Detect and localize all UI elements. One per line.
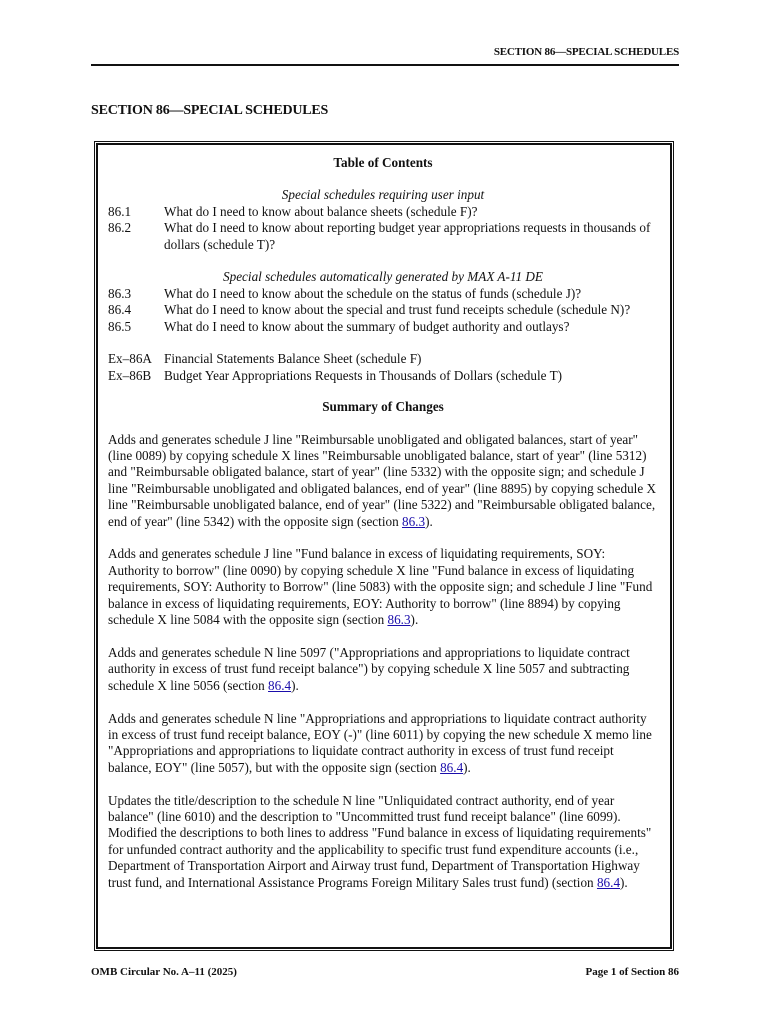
toc-entry[interactable]: [108, 204, 658, 220]
summary-paragraph: [108, 645, 658, 694]
toc-group2-heading: Special schedules automatically generated by MAX A-11 DE: [223, 269, 543, 285]
summary-paragraph-tail: ).: [463, 759, 471, 775]
toc-entry[interactable]: [108, 220, 658, 253]
exhibit-text: Budget Year Appropriations Requests in Thousands of Dollars (schedule T): [164, 367, 563, 383]
toc-entry-number: 86.5: [108, 318, 132, 334]
section-link[interactable]: 86.4: [440, 759, 464, 775]
toc-entry-text: What do I need to know about balance sheets (schedule F)?: [164, 203, 478, 219]
section-link[interactable]: 86.3: [387, 612, 411, 628]
toc-entry[interactable]: [108, 302, 658, 318]
summary-paragraph: [108, 546, 658, 628]
toc-entry-text: What do I need to know about the schedule on the status of funds (schedule J)?: [164, 285, 582, 301]
summary-paragraph-tail: ).: [620, 874, 628, 890]
exhibit-entry[interactable]: [108, 368, 658, 384]
summary-paragraph: [108, 793, 658, 891]
summary-paragraph-text: Updates the title/description to the schedule N line "Unliquidated contract authority, end of year balance" (line 6010) and the description to "Uncommitted trust fund receipt balance" (line 6099). Modified the descriptions to both lines to address "Fund balance in excess of liquidating requirements" for unfunded contract authority and the applicability to specific trust fund expenditure accounts (i.e., Department of Transportation Airport and Airway trust fund, Department of Transportation Highway trust fund, and International Assistance Programs Foreign Military Sales trust fund) (section: [108, 792, 652, 890]
section-link[interactable]: 86.4: [268, 677, 292, 693]
summary-paragraph-text: Adds and generates schedule N line "Appropriations and appropriations to liquidate contract authority in excess of trust fund receipt balance, EOY (-)" (line 6011) by copying the new schedule X memo line "Appropriations and appropriations to liquidate contract authority in excess of trust fund receipt balance, EOY" (line 5057), but with the opposite sign (section: [108, 710, 652, 775]
toc-entry-number: 86.4: [108, 302, 132, 318]
header-rule: [91, 64, 679, 66]
toc-heading: Table of Contents: [333, 155, 433, 170]
toc-box: [94, 141, 674, 951]
exhibit-entry[interactable]: [108, 351, 658, 367]
summary-paragraph-text: Adds and generates schedule J line "Reimbursable unobligated and obligated balances, start of year" (line 0089) by copying schedule X lines "Reimbursable unobligated balance, start of year" (line 5312) and "Reimbursable obligated balance, start of year" (line 5332) with the opposite sign; and schedule J line "Reimbursable unobligated and obligated balances, end of year" (line 8895) by copying schedule X line "Reimbursable unobligated balance, end of year" (line 5322) and "Reimbursable obligated balance, end of year" (line 5342) with the opposite sign (section: [108, 431, 656, 529]
running-head: SECTION 86—SPECIAL SCHEDULES: [493, 46, 679, 58]
section-link[interactable]: 86.4: [596, 874, 621, 890]
summary-paragraph-text: Adds and generates schedule N line 5097 ("Appropriations and appropriations to liquidate contract authority in excess of trust fund receipt balance") by copying schedule X line 5057 and subtracting schedule X line 5056 (section: [108, 644, 630, 693]
exhibit-text: Financial Statements Balance Sheet (schedule F): [164, 351, 422, 367]
summary-paragraph: [108, 432, 658, 530]
toc-entry-text: What do I need to know about the special and trust fund receipts schedule (schedule N)?: [164, 302, 631, 318]
toc-group1-heading: Special schedules requiring user input: [281, 187, 485, 203]
toc-entry-text: What do I need to know about reporting budget year appropriations requests in thousands of dollars (schedule T)?: [164, 220, 651, 252]
footer-page-number: Page 1 of Section 86: [585, 966, 679, 978]
toc-entry-text: What do I need to know about the summary of budget authority and outlays?: [164, 318, 570, 334]
toc-entry-number: 86.2: [108, 220, 132, 236]
toc-entry-number: 86.1: [108, 203, 132, 219]
summary-paragraph-tail: ).: [291, 677, 299, 693]
toc-entry[interactable]: [108, 286, 658, 302]
toc-entry-number: 86.3: [108, 285, 132, 301]
toc-content: [108, 148, 658, 907]
summary-paragraph-tail: ).: [425, 513, 433, 529]
exhibit-number: Ex–86B: [108, 367, 152, 383]
section-link[interactable]: 86.3: [401, 513, 426, 529]
exhibit-number: Ex–86A: [108, 351, 152, 367]
section-title: SECTION 86—SPECIAL SCHEDULES: [91, 103, 329, 118]
footer-circular: OMB Circular No. A–11 (2025): [91, 966, 237, 978]
summary-paragraph-tail: ).: [410, 612, 419, 628]
summary-paragraph-text: Adds and generates schedule J line "Fund balance in excess of liquidating requirements, SOY: Authority to borrow" (line 0090) by copying schedule X line "Fund balance in excess of liquidating requirements, SOY: Authority to Borrow" (line 5083) with the opposite sign; and schedule J line "Fund balance in excess of liquidating requirements, EOY: Authority to borrow" (line 8894) by copying schedule X line 5084 with the opposite sign (section: [108, 546, 653, 628]
summary-heading: Summary of Changes: [322, 399, 444, 415]
summary-paragraph: [108, 711, 658, 777]
toc-entry[interactable]: [108, 319, 658, 335]
